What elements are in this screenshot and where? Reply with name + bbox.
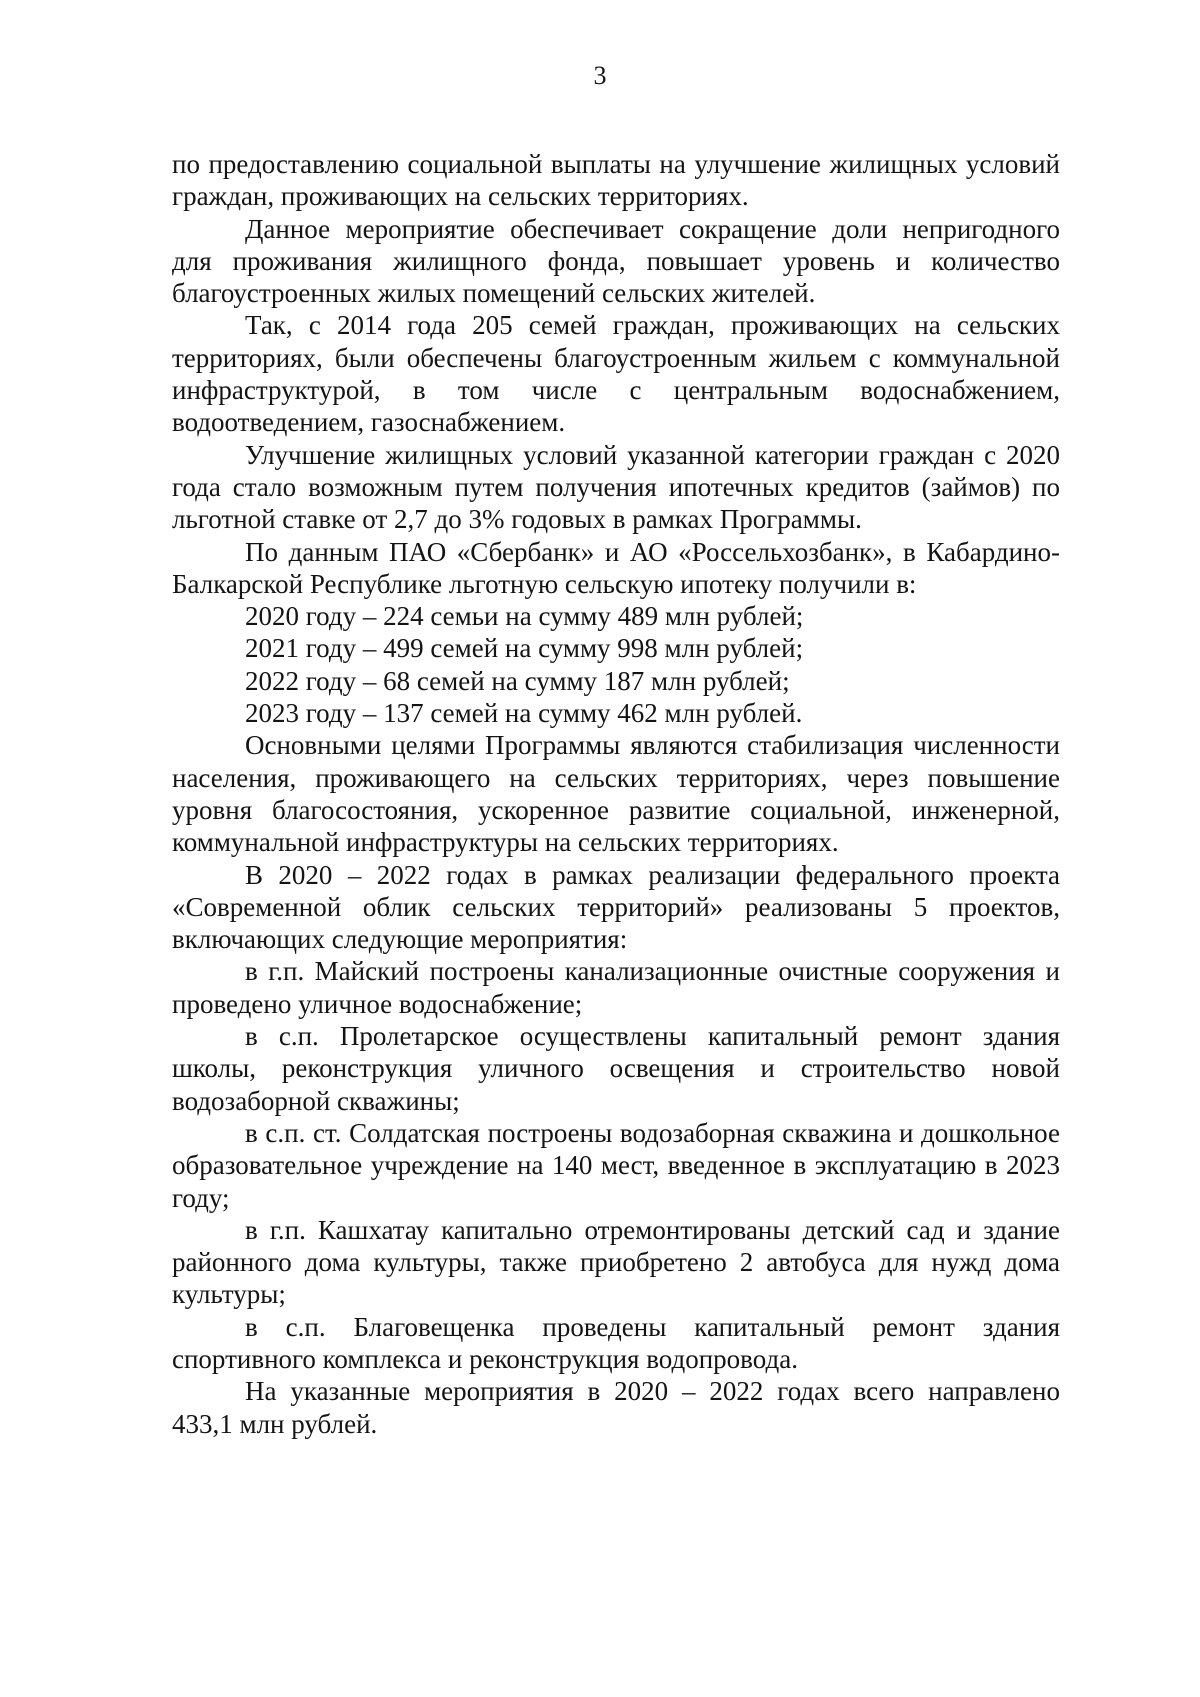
paragraph-maisky: в г.п. Майский построены канализационные очистные сооружения и проведено уличное водоснабжение; — [172, 956, 1060, 1019]
paragraph-families-2014: Так, с 2014 года 205 семей граждан, проживающих на сельских территориях, были обеспечены благоустроенным жильем с коммунальной инфраструктурой, в том числе с центральным водоснабжением, водоотведением, газоснабжением. — [172, 310, 1060, 438]
paragraph-federal-project: В 2020 – 2022 годах в рамках реализации федерального проекта «Современной облик сельских территорий» реализованы 5 проектов, включающих следующие мероприятия: — [172, 859, 1060, 955]
list-item-2022: 2022 году – 68 семей на сумму 187 млн рублей; — [245, 665, 790, 696]
paragraph-proletarskoe: в с.п. Пролетарское осуществлены капитальный ремонт здания школы, реконструкция уличного освещения и строительство новой водозаборной скважины; — [172, 1021, 1060, 1116]
paragraph-mortgage-2020: Улучшение жилищных условий указанной категории граждан с 2020 года стало возможным путем получения ипотечных кредитов (займов) по льготной ставке от 2,7 до 3% годовых в рамках Программы. — [172, 439, 1060, 535]
paragraph-housing-measure: Данное мероприятие обеспечивает сокращение доли непригодного для проживания жилищного фонда, повышает уровень и количество благоустроенных жилых помещений сельских жителей. — [172, 213, 1060, 309]
paragraph-soldatskaya: в с.п. ст. Солдатская построены водозаборная скважина и дошкольное образовательное учреждение на 140 мест, введенное в эксплуатацию в 2023 году; — [172, 1117, 1060, 1213]
page-number: 3 — [593, 61, 607, 90]
list-item-2020: 2020 году – 224 семьи на сумму 489 млн рублей; — [245, 601, 804, 632]
paragraph-kashkhatau: в г.п. Кашхатау капитально отремонтированы детский сад и здание районного дома культуры, также приобретено 2 автобуса для нужд дома культуры; — [172, 1214, 1060, 1310]
paragraph-blagoveshchenka: в с.п. Благовещенка проведены капитальный ремонт здания спортивного комплекса и реконструкция водопровода. — [172, 1311, 1060, 1374]
paragraph-social-payment: по предоставлению социальной выплаты на улучшение жилищных условий граждан, проживающих на сельских территориях. — [172, 149, 1060, 212]
paragraph-bank-data: По данным ПАО «Сбербанк» и АО «Россельхозбанк», в Кабардино-Балкарской Республике льготную сельскую ипотеку получили в: — [172, 536, 1060, 599]
list-item-2021: 2021 году – 499 семей на сумму 998 млн рублей; — [245, 633, 804, 664]
paragraph-total-funding: На указанные мероприятия в 2020 – 2022 годах всего направлено 433,1 млн рублей. — [172, 1376, 1060, 1439]
list-item-2023: 2023 году – 137 семей на сумму 462 млн рублей. — [245, 698, 803, 729]
paragraph-program-goals: Основными целями Программы являются стабилизация численности населения, проживающего на сельских территориях, через повышение уровня благосостояния, ускоренное развитие социальной, инженерной, коммунальной инфраструктуры на сельских территориях. — [172, 730, 1060, 858]
document-body — [172, 148, 1060, 1440]
